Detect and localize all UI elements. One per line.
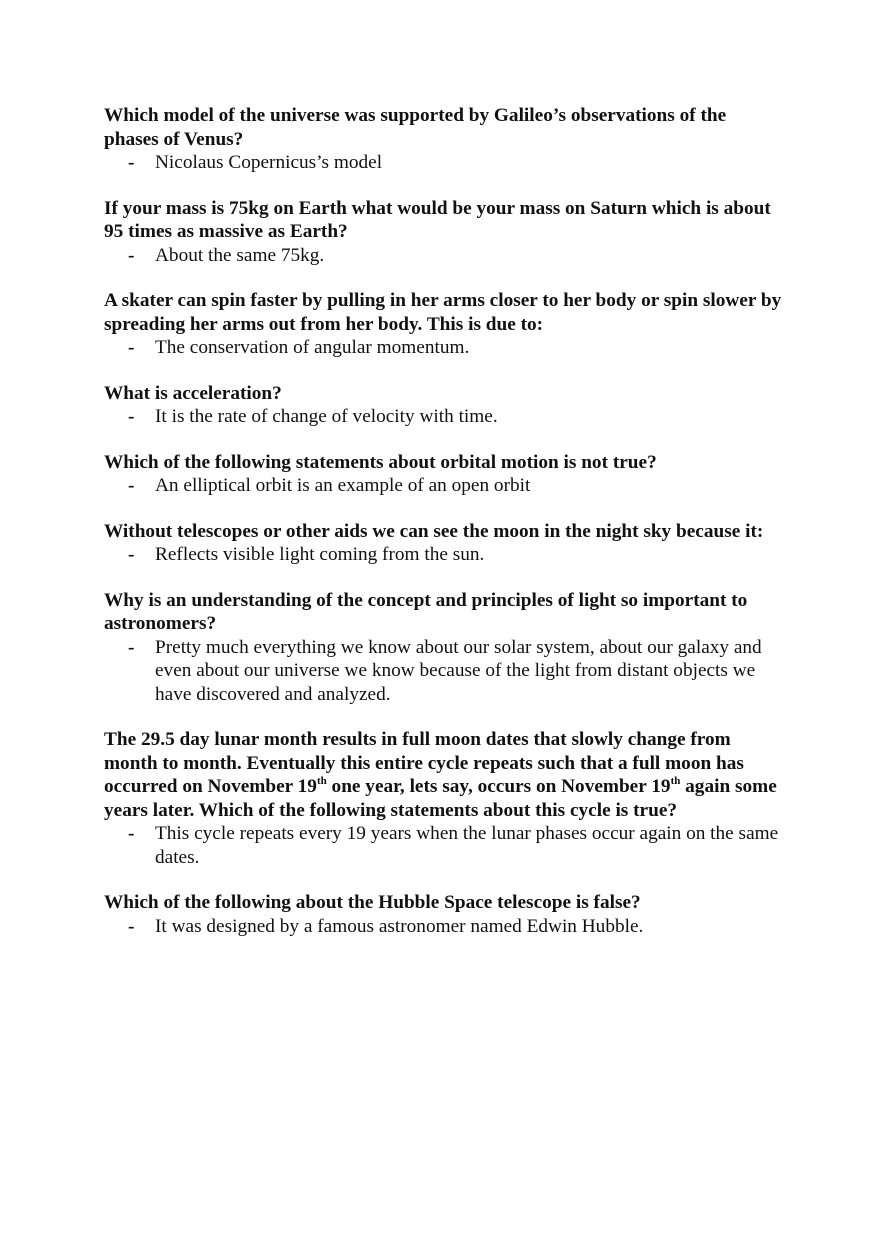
dash-bullet: - [128, 406, 135, 427]
answer-text [104, 336, 784, 360]
answer-content: It was designed by a famous astronomer named Edwin Hubble. [155, 915, 644, 937]
qa-item [104, 520, 784, 567]
ordinal-suffix: th [670, 774, 681, 787]
answer-content: About the same 75kg. [155, 244, 325, 266]
dash-bullet: - [128, 152, 135, 173]
dash-bullet: - [128, 337, 135, 358]
qa-item [104, 891, 784, 938]
question-text: What is acceleration? [104, 382, 282, 404]
question-text: Which of the following statements about orbital motion is not true? [104, 451, 657, 473]
question-text [104, 728, 784, 822]
dash-bullet: - [128, 244, 135, 266]
answer-text [104, 151, 784, 175]
question-part: one year, lets say, occurs on November 19 [326, 776, 671, 797]
answer-content: An elliptical orbit is an example of an open orbit [155, 475, 531, 496]
ordinal-suffix: th [316, 774, 327, 787]
qa-item [104, 451, 784, 498]
dash-bullet: - [128, 823, 135, 844]
dash-bullet: - [128, 475, 135, 496]
answer-content: Reflects visible light coming from the sun. [155, 544, 485, 565]
question-text: Without telescopes or other aids we can see the moon in the night sky because it: [104, 520, 764, 542]
qa-item [104, 589, 784, 707]
qa-item [104, 382, 784, 429]
question-text: Why is an understanding of the concept and principles of light so important to astronomers? [104, 589, 748, 634]
answer-text [104, 636, 784, 707]
qa-item [104, 728, 784, 869]
answer-content: The conservation of angular momentum. [155, 337, 470, 358]
dash-bullet: - [128, 544, 135, 565]
question-text: A skater can spin faster by pulling in her arms closer to her body or spin slower by spreading her arms out from her body. This is due to: [104, 290, 782, 335]
qa-item [104, 104, 784, 175]
qa-item [104, 197, 784, 268]
dash-bullet: - [128, 915, 135, 937]
answer-text [104, 244, 784, 268]
answer-content: It is the rate of change of velocity with time. [155, 406, 498, 427]
qa-item [104, 289, 784, 360]
answer-content: Pretty much everything we know about our solar system, about our galaxy and even about our universe we know because of the light from distant objects we have discovered and analyzed. [155, 636, 762, 705]
answer-text [104, 474, 784, 498]
question-part: again some years later. Which of the following statements about this cycle is true? [104, 776, 777, 821]
question-part: The 29.5 day lunar month results in full moon dates that slowly change from month to month. Eventually this entire cycle repeats such that a full moon has occurred on November 19 [104, 729, 744, 797]
answer-text [104, 915, 784, 939]
question-text: Which of the following about the Hubble Space telescope is false? [104, 892, 641, 913]
answer-content: Nicolaus Copernicus’s model [155, 152, 383, 173]
answer-text [104, 543, 784, 567]
document-page [104, 104, 784, 960]
answer-text [104, 405, 784, 429]
question-text: Which model of the universe was supported by Galileo’s observations of the phases of Venus? [104, 105, 727, 150]
answer-text [104, 822, 784, 869]
answer-content: This cycle repeats every 19 years when the lunar phases occur again on the same dates. [155, 823, 779, 868]
dash-bullet: - [128, 636, 135, 658]
question-text: If your mass is 75kg on Earth what would be your mass on Saturn which is about 95 times as massive as Earth? [104, 197, 771, 242]
